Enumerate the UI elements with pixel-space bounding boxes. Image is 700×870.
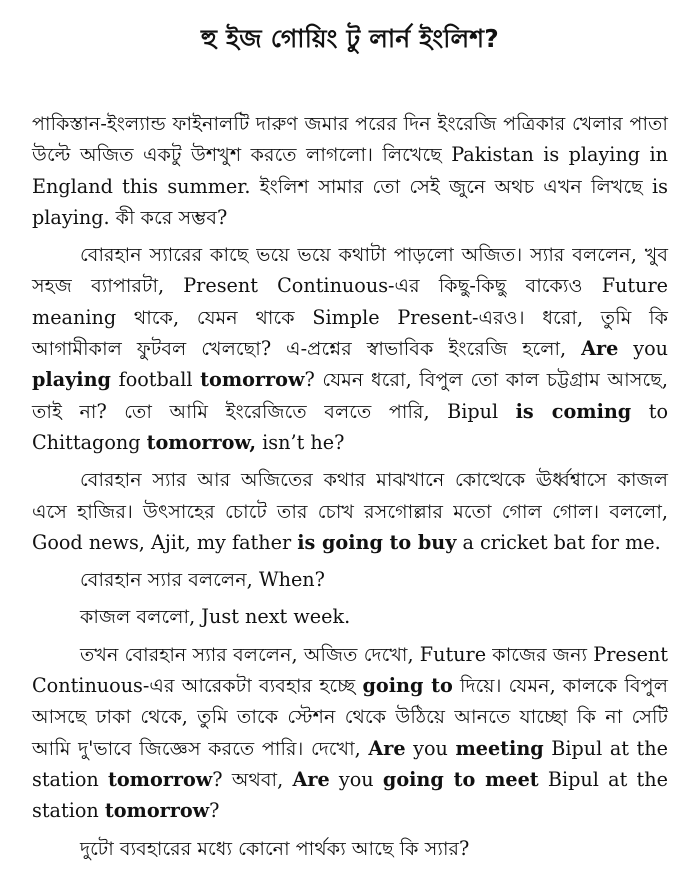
- text-segment: ? অথবা,: [212, 767, 293, 791]
- text-segment: football: [110, 368, 201, 392]
- paragraph: [32, 564, 668, 595]
- page-title: হু ইজ গোয়িং টু লার্ন ইংলিশ?: [201, 24, 499, 53]
- bold-text: Are: [581, 337, 619, 361]
- document-page: [32, 0, 668, 870]
- text-segment: ?: [209, 799, 220, 823]
- bold-text: tomorrow,: [146, 430, 257, 454]
- text-segment: ? যেমন ধরো, বিপুল তো কাল চট্টগ্রাম আসছে, তাই না? তো আমি ইংরেজিতে বলতে পারি, Bipul: [32, 368, 668, 423]
- text-segment: Bipul at the station: [32, 767, 668, 823]
- bold-text: is coming: [515, 399, 632, 423]
- text-segment: দিয়ে। যেমন, কালকে বিপুল আসছে ঢাকা থেকে, তুমি তাকে স্টেশন থেকে উঠিয়ে আনতে যাচ্ছো কি না সেটি আমি দু'ভাবে জিজ্ঞেস করতে পারি। দেখো,: [32, 674, 668, 760]
- text-segment: তখন বোরহান স্যার বললেন, অজিত দেখো, Future কাজের জন্য Present Continuous-এর আরেকটা ব্যবহার হচ্ছে: [32, 642, 668, 698]
- text-segment: a cricket bat for me.: [456, 530, 661, 554]
- bold-text: tomorrow: [104, 799, 210, 823]
- paragraph: [32, 601, 668, 632]
- text-segment: isn’t he?: [256, 430, 345, 454]
- text-segment: বোরহান স্যার বললেন, When?: [80, 568, 325, 592]
- document-body: [32, 108, 668, 864]
- text-segment: বোরহান স্যার আর অজিতের কথার মাঝখানে কোত্থেকে ঊর্ধ্বশ্বাসে কাজল এসে হাজির। উৎসাহের চোটে তার চোখ রসগোল্লার মতো গোল গোল। বললো, Good news, Ajit, my father: [32, 468, 668, 554]
- bold-text: meeting: [455, 736, 544, 760]
- bold-text: tomorrow: [108, 767, 213, 791]
- text-segment: you: [329, 767, 383, 791]
- paragraph: [32, 639, 668, 827]
- text-segment: পাকিস্তান-ইংল্যান্ড ফাইনালটি দারুণ জমার পরের দিন ইংরেজি পত্রিকার খেলার পাতা উল্টে অজিত একটু উশখুশ করতে লাগলো। লিখেছে Pakistan is playing in England this summer. ইংলিশ সামার তো সেই জুনে অথচ এখন লিখছে is playing. কী করে সম্ভব?: [32, 112, 668, 229]
- bold-text: tomorrow: [200, 368, 305, 392]
- bold-text: Are: [292, 767, 330, 791]
- text-segment: you: [618, 337, 668, 361]
- bold-text: is going to buy: [297, 530, 457, 554]
- bold-text: Are: [368, 736, 406, 760]
- paragraph: [32, 239, 668, 458]
- text-segment: you: [405, 736, 456, 760]
- text-segment: Bipul at the station: [32, 736, 668, 791]
- bold-text: going to meet: [382, 767, 539, 791]
- paragraph: [32, 833, 668, 864]
- paragraph: [32, 108, 668, 233]
- text-segment: দুটো ব্যবহারের মধ্যে কোনো পার্থক্য আছে কি স্যার?: [80, 836, 470, 860]
- paragraph: [32, 464, 668, 558]
- text-segment: বোরহান স্যারের কাছে ভয়ে ভয়ে কথাটা পাড়লো অজিত। স্যার বললেন, খুব সহজ ব্যাপারটা, Present Continuous-এর কিছু-কিছু বাক্যেও Future meaning থাকে, যেমন থাকে Simple Present-এরও। ধরো, তুমি কি আগামীকাল ফুটবল খেলছো? এ-প্রশ্নের স্বাভাবিক ইংরেজি হলো,: [32, 243, 668, 361]
- bold-text: going to: [362, 674, 453, 698]
- text-segment: কাজল বললো, Just next week.: [80, 605, 351, 629]
- text-segment: to Chittagong: [32, 399, 668, 454]
- bold-text: playing: [32, 368, 111, 392]
